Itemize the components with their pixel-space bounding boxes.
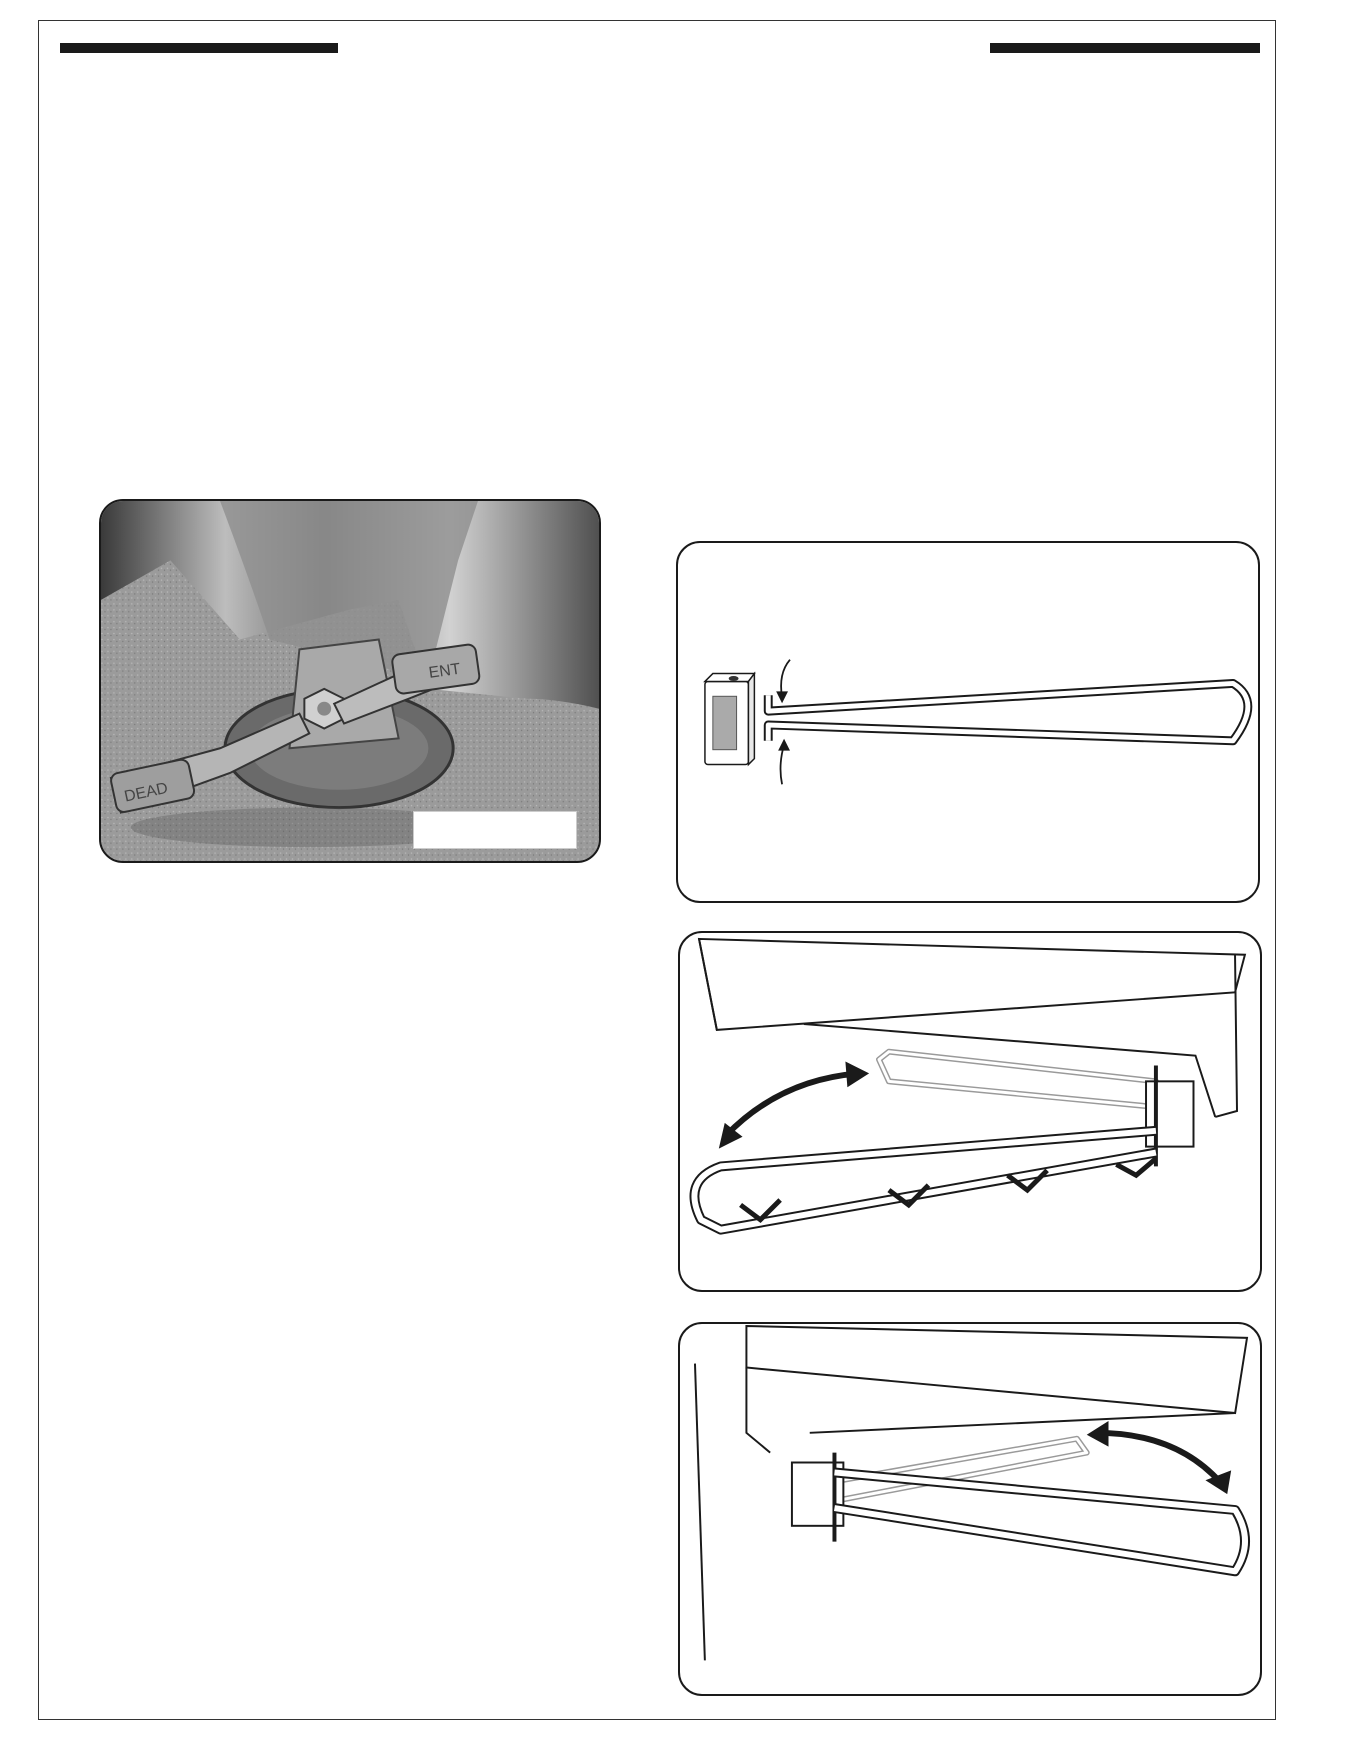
header-rule-right — [990, 43, 1260, 53]
hanger-swing-left-panel — [678, 931, 1262, 1292]
hanger-swing-right-panel — [678, 1322, 1262, 1696]
pedal-label-left: DEAD — [122, 779, 170, 806]
header-rule-left — [60, 43, 338, 53]
hanger-swing-left-icon — [680, 933, 1260, 1290]
pedal-label-right: ENT — [427, 660, 462, 682]
caster-photo-icon — [101, 501, 599, 861]
hanger-detail-panel — [676, 541, 1260, 903]
wire-hanger-detail-icon — [678, 543, 1258, 901]
hanger-swing-right-icon — [680, 1324, 1260, 1694]
photo-caption-box — [413, 811, 577, 849]
caster-photo-panel — [99, 499, 601, 863]
